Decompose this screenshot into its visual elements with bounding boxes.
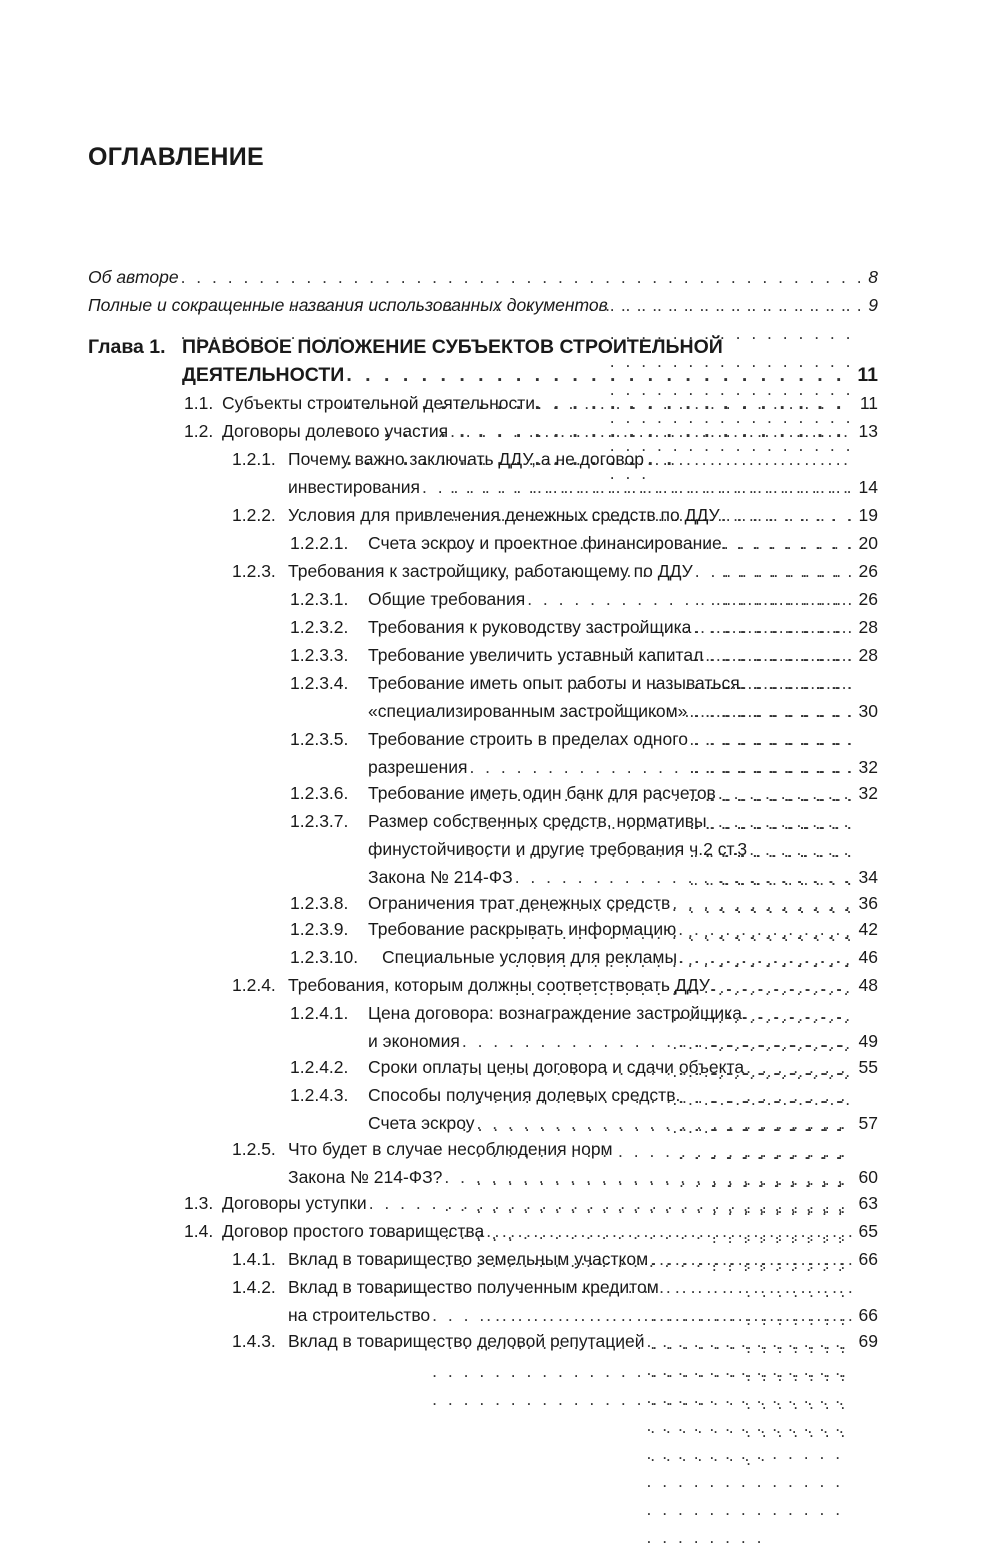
entry-title-line: Почему важно заключать ДДУ, а не договор: [288, 449, 644, 469]
entry-title-line: Требование строить в пределах одного: [368, 729, 688, 749]
section-number: 1.2.4.3.: [290, 1085, 349, 1105]
section-number: 1.2.3.4.: [290, 673, 349, 693]
entry-title: Счета эскроу: [368, 1113, 475, 1133]
entry-title: Договоры уступки: [222, 1193, 367, 1213]
section-number: 1.4.3.: [232, 1331, 276, 1351]
entry-title: разрешения: [368, 757, 468, 777]
page-number: 20: [858, 533, 878, 553]
page-number: 28: [858, 617, 878, 637]
page-title: ОГЛАВЛЕНИЕ: [88, 143, 264, 171]
entry-title-line: ПРАВОВОЕ ПОЛОЖЕНИЕ СУБЪЕКТОВ СТРОИТЕЛЬНОЙ: [182, 336, 723, 358]
page-number: 55: [858, 1057, 878, 1077]
page-number: 19: [858, 505, 878, 525]
page-number: 36: [858, 893, 878, 913]
entry-title: Требование иметь один банк для расчетов: [368, 783, 716, 803]
section-number: 1.2.5.: [232, 1139, 276, 1159]
toc-item[interactable]: [232, 1327, 878, 1551]
page-number: 49: [858, 1031, 878, 1051]
entry-title: ДЕЯТЕЛЬНОСТИ: [182, 364, 345, 386]
entry-title: «специализированным застройщиком»: [368, 701, 688, 721]
entry-title: Счета эскроу и проектное финансирование: [368, 533, 722, 553]
entry-title-line: Цена договора: вознаграждение застройщика: [368, 1003, 742, 1023]
entry-title-line: Размер собственных средств, нормативы: [368, 811, 707, 831]
page-number: 9: [868, 295, 878, 315]
section-number: 1.2.3.: [232, 561, 276, 581]
section-number: 1.3.: [184, 1193, 214, 1213]
page-number: 63: [858, 1193, 878, 1213]
entry-title: Полные и сокращенные названия использованных документов: [88, 295, 608, 315]
entry-title: Требование раскрывать информацию: [368, 919, 677, 939]
entry-title-line: Что будет в случае несоблюдения норм: [288, 1139, 613, 1159]
section-number: 1.2.1.: [232, 449, 276, 469]
page-number: 26: [858, 589, 878, 609]
page-number: 30: [858, 701, 878, 721]
entry-title: Об авторе: [88, 267, 179, 287]
page-number: 48: [858, 975, 878, 995]
section-number: 1.2.3.10.: [290, 947, 359, 967]
entry-title: Требования к застройщику, работающему по ДДУ: [288, 561, 693, 581]
page-number: 26: [858, 561, 878, 581]
entry-title: Договор простого товарищества: [222, 1221, 485, 1241]
entry-title: на строительство: [288, 1305, 431, 1325]
entry-title-line: Способы получения долевых средств.: [368, 1085, 681, 1105]
dot-leader: [647, 1327, 857, 1551]
page-number: 69: [858, 1331, 878, 1351]
section-number: 1.2.: [184, 421, 214, 441]
section-number: 1.2.4.1.: [290, 1003, 349, 1023]
entry-title: Общие требования: [368, 589, 526, 609]
section-number: 1.2.2.: [232, 505, 276, 525]
page-number: 66: [858, 1305, 878, 1325]
page-number: 28: [858, 645, 878, 665]
entry-title: и экономия: [368, 1031, 460, 1051]
section-number: 1.2.3.2.: [290, 617, 349, 637]
page-number: 32: [858, 783, 878, 803]
section-number: 1.2.3.7.: [290, 811, 349, 831]
entry-title: Закона № 214-ФЗ: [368, 867, 513, 887]
section-number: 1.2.3.1.: [290, 589, 349, 609]
section-number: 1.2.4.2.: [290, 1057, 349, 1077]
page-number: 32: [858, 757, 878, 777]
toc-line: [288, 1327, 878, 1551]
page-number: 60: [858, 1167, 878, 1187]
page-number: 42: [858, 919, 878, 939]
section-number: 1.4.2.: [232, 1277, 276, 1297]
page-number: 57: [858, 1113, 878, 1133]
section-number: 1.2.3.9.: [290, 919, 349, 939]
entry-title: инвестирования: [288, 477, 421, 497]
page-number: 8: [868, 267, 878, 287]
section-number: 1.4.1.: [232, 1249, 276, 1269]
section-number: 1.2.3.5.: [290, 729, 349, 749]
page-number: 46: [858, 947, 878, 967]
section-number: 1.2.3.3.: [290, 645, 349, 665]
section-number: 1.2.3.8.: [290, 893, 349, 913]
chapter-label: Глава 1.: [88, 336, 166, 358]
entry-title: Сроки оплаты цены договора и сдачи объекта: [368, 1057, 745, 1077]
entry-title: Субъекты строительной деятельности: [222, 393, 536, 413]
entry-title-line: Вклад в товарищество полученным кредитом: [288, 1277, 659, 1297]
page-number: 66: [858, 1249, 878, 1269]
entry-title-line: Требование иметь опыт работы и называться: [368, 673, 740, 693]
section-number: 1.2.4.: [232, 975, 276, 995]
section-number: 1.2.3.6.: [290, 783, 349, 803]
entry-title: Условия для привлечения денежных средств по ДДУ: [288, 505, 720, 525]
page-number: 13: [858, 421, 878, 441]
page-number: 11: [857, 364, 878, 386]
entry-title: Вклад в товарищество деловой репутацией: [288, 1331, 645, 1351]
page-number: 34: [858, 867, 878, 887]
section-number: 1.2.2.1.: [290, 533, 349, 553]
entry-title: Требование увеличить уставный капитал: [368, 645, 704, 665]
entry-title: Требования, которым должны соответствовать ДДУ: [288, 975, 710, 995]
entry-title: Договоры долевого участия: [222, 421, 449, 441]
entry-title: Закона № 214-ФЗ?: [288, 1167, 443, 1187]
entry-title: Требования к руководству застройщика: [368, 617, 692, 637]
page-number: 14: [858, 477, 878, 497]
section-number: 1.4.: [184, 1221, 214, 1241]
page-number: 11: [859, 393, 878, 413]
entry-title: Вклад в товарищество земельным участком: [288, 1249, 649, 1269]
entry-title: Ограничения трат денежных средств: [368, 893, 671, 913]
section-number: 1.1.: [184, 393, 214, 413]
entry-title: Специальные условия для рекламы: [382, 947, 678, 967]
page-number: 65: [858, 1221, 878, 1241]
entry-title-line: финустойчивости и другие требования ч.2 ст.3: [368, 839, 748, 859]
